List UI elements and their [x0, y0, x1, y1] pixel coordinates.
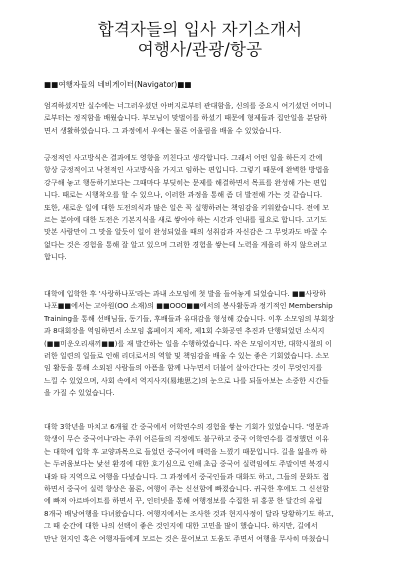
text-line: 긍정적인 사고방식은 결과에도 영향을 끼친다고 생각합니다. 그래서 어떤 일을 하든지 간에 — [44, 153, 323, 162]
text-line: 만난 현지인 혹은 여행자들에게 모르는 것은 묻어보고 도움도 주면서 여행을 무사히 마쳤습니 — [44, 533, 330, 543]
text-line: 대학에 입학한 후 '사랑하나포'라는 과내 소모임에 첫 발을 들여놓게 되었습니다. ■■사랑하 — [44, 289, 326, 298]
text-line: 는 대학에 입학 후 교양과목으로 들었던 중국어에 매력을 느꼈기 때문입니다. 길을 잃을까 하 — [44, 446, 327, 456]
paragraph-personality — [44, 152, 362, 264]
text-line: 대학 3학년을 마치고 6개월 간 중국에서 어학연수의 경험을 쌓는 기회가 있었습니다. '영문과 — [44, 422, 329, 431]
section-heading: ■■여행자들의 네비게이터(Navigator)■■ — [44, 80, 192, 89]
text-line: (■■미운오리새끼■■)를 재 발간하는 일을 수행하였습니다. 작은 모임이지만, 대학시절의 이 — [44, 338, 332, 348]
paragraph-family — [44, 100, 362, 137]
paragraph-club — [44, 288, 362, 400]
paragraph-study-abroad — [44, 421, 362, 545]
text-line: 없다는 것은 경험을 통해 잘 알고 있으며 그러한 경험을 쌓는데 노력을 게을리 하지 않으려고 — [44, 239, 327, 249]
text-line: 나포■■에서는 고아원(OO 소재)의 ■■OOO■■에서의 봉사활동과 정기적인 Membership — [44, 301, 333, 311]
text-line: 러한 일련의 일들로 인해 리더로서의 역할 및 책임감을 배울 수 있는 좋은 기회였습니다. 소모 — [44, 351, 330, 361]
text-line: 내와 타 지역으로 여행을 다녔습니다. 그 과정에서 중국인들과 대화도 하고, 그들의 문화도 접 — [44, 471, 330, 481]
title-block — [0, 20, 400, 60]
text-line: 는 두려움보다는 낯선 환경에 대한 호기심으로 인해 초급 중국어 실력임에도 주말이면 북경시 — [44, 459, 330, 469]
text-line: 맛본 사람만이 그 맛을 알듯이 일이 완성되었을 때의 성취감과 자신감은 그 무엇과도 바꿀 수 — [44, 227, 327, 237]
text-line: 엄격하셨지만 실수에는 너그러우셨던 아버지로부터 관대함을, 신의를 중요시 여기셨던 어머니 — [44, 101, 332, 110]
text-line: 강구해 놓고 행동하기보다는 그때마다 부딪히는 문제를 해결하면서 목표를 완성해 가는 편입 — [44, 177, 327, 187]
text-line: Training을 통해 선배님들, 동기들, 후배들과 유대감을 형성해 갔습니다. 이후 소모임의 부회장 — [44, 313, 335, 323]
text-line: 니다. 때로는 시행착오를 할 수 있으나, 이러한 과정을 통해 좀 더 발전해 가는 것 같습니다. — [44, 190, 323, 200]
text-line: 8개국 배낭여행을 다녀왔습니다. 여행지에서는 조사한 것과 현지사정이 달라 당황하기도 하고, — [44, 508, 334, 518]
text-line: 을 가질 수 있었습니다. — [44, 388, 115, 398]
document-title: 합격자들의 입사 자기소개서 — [97, 20, 303, 39]
document-subtitle: 여행사/관광/항공 — [137, 40, 263, 59]
text-line: 하면서 중국어 실력 향상은 물론, 여행이 주는 신선함에 빠졌습니다. 귀국한 후에도 그 신선함 — [44, 484, 330, 494]
text-line: 항상 긍정적이고 낙천적인 사고방식을 가지고 임하는 편입니다. 그렇기 때문에 완벽한 방법을 — [44, 165, 330, 175]
text-line: 면서 생활하였습니다. 그 과정에서 우애는 물론 어울림을 배울 수 있었습니다. — [44, 125, 282, 135]
text-line: 또한, 새로운 일에 대한 도전의식과 많은 일은 꼭 실행하려는 책임감을 키워왔습니다. 전에 모 — [44, 202, 330, 212]
text-line: 그 때 순간에 대한 나의 선택이 좋은 것인지에 대한 고민을 많이 했습니다. 하지만, 길에서 — [44, 521, 318, 531]
text-line: 에 빠져 아르바이트를 하면서 꾸, 인터넷을 통해 여행정보를 수집한 뒤 홍콩 한 달간의 유럽 — [44, 496, 323, 506]
text-line: 학생이 무슨 중국어냐'라는 주위 어른들의 걱정에도 불구하고 중국 어학연수를 결정했던 이유 — [44, 434, 329, 444]
text-line: 르는 분야에 대한 도전은 기본지식을 새로 쌓아야 하는 시간과 인내를 필요로 합니다. 고기도 — [44, 215, 327, 225]
text-line: 과 8대회장을 역임하면서 소모임 홈페이지 제작, 제1회 수화공연 추진과 단행되었던 소식지 — [44, 326, 325, 336]
text-line: 합니다. — [44, 252, 67, 262]
text-line: 로부터는 정직함을 배웠습니다. 부모님이 맞벌이를 하셨기 때문에 형제들과 집안일을 분담하 — [44, 113, 327, 123]
text-line: 느낄 수 있었으며, 사회 속에서 역지사지(易地思之)의 눈으로 나를 되돌아보는 소중한 시간들 — [44, 375, 329, 385]
text-line: 임 활동을 통해 소외된 사람들의 아픔을 함께 나누면서 더불어 살아간다는 것이 무엇인지를 — [44, 363, 323, 373]
